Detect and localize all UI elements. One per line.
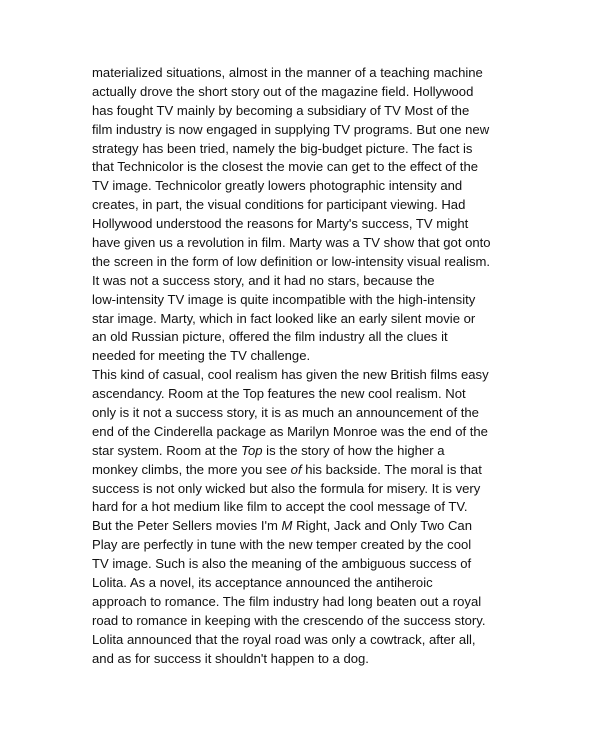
- text-line: road to romance in keeping with the crescendo of the success story.: [92, 612, 486, 628]
- text-line: and as for success it shouldn't happen to a dog.: [92, 650, 369, 666]
- text-line: This kind of casual, cool realism has given the new British films easy: [92, 367, 489, 383]
- text-line: success is not only wicked but also the formula for misery. It is very: [92, 480, 481, 496]
- text-line: hard for a hot medium like film to accept the cool message of TV.: [92, 499, 468, 515]
- text-line: end of the Cinderella package as Marilyn Monroe was the end of the: [92, 423, 488, 439]
- text-line: TV image. Technicolor greatly lowers photographic intensity and: [92, 178, 463, 194]
- text-line: Lolita announced that the royal road was only a cowtrack, after all,: [92, 631, 476, 647]
- text-line: star image. Marty, which in fact looked like an early silent movie or: [92, 310, 476, 326]
- text-line: only is it not a success story, it is as much an announcement of the: [92, 405, 479, 421]
- italic-text: Top: [241, 442, 263, 458]
- text-line: that Technicolor is the closest the movie can get to the effect of the: [92, 159, 479, 175]
- text-line: ascendancy. Room at the Top features the new cool realism. Not: [92, 386, 466, 402]
- body-text: [92, 64, 522, 669]
- text-line: TV image. Such is also the meaning of the ambiguous success of: [92, 556, 472, 572]
- text-line: needed for meeting the TV challenge.: [92, 348, 311, 364]
- text-line: strategy has been tried, namely the big-budget picture. The fact is: [92, 140, 473, 156]
- text-line: the screen in the form of low definition or low-intensity visual realism.: [92, 253, 491, 269]
- text-line: [92, 517, 522, 536]
- text-line: It was not a success story, and it had no stars, because the: [92, 272, 435, 288]
- text-line: have given us a revolution in film. Marty was a TV show that got onto: [92, 235, 491, 251]
- text-segment: monkey climbs, the more you see: [92, 461, 291, 477]
- text-segment: But the Peter Sellers movies I'm: [92, 518, 282, 534]
- text-line: film industry is now engaged in supplying TV programs. But one new: [92, 121, 490, 137]
- text-line: Hollywood understood the reasons for Marty's success, TV might: [92, 216, 469, 232]
- italic-text: of: [290, 461, 302, 477]
- text-line: approach to romance. The film industry had long beaten out a royal: [92, 593, 482, 609]
- text-line: Lolita. As a novel, its acceptance announced the antiheroic: [92, 575, 433, 591]
- text-segment: Right, Jack and Only Two Can: [292, 518, 472, 534]
- text-line: [92, 442, 522, 461]
- text-segment: star system. Room at the: [92, 442, 242, 458]
- text-line: low-intensity TV image is quite incompatible with the high-intensity: [92, 291, 476, 307]
- text-line: an old Russian picture, offered the film industry all the clues it: [92, 329, 448, 345]
- text-line: [92, 461, 522, 480]
- text-line: actually drove the short story out of the magazine field. Hollywood: [92, 83, 474, 99]
- italic-text: M: [281, 518, 293, 534]
- text-line: has fought TV mainly by becoming a subsidiary of TV Most of the: [92, 102, 470, 118]
- text-segment: is the story of how the higher a: [262, 442, 445, 458]
- text-line: creates, in part, the visual conditions for participant viewing. Had: [92, 197, 466, 213]
- text-line: materialized situations, almost in the manner of a teaching machine: [92, 65, 483, 80]
- text-line: Play are perfectly in tune with the new temper created by the cool: [92, 537, 472, 553]
- text-segment: his backside. The moral is that: [301, 461, 482, 477]
